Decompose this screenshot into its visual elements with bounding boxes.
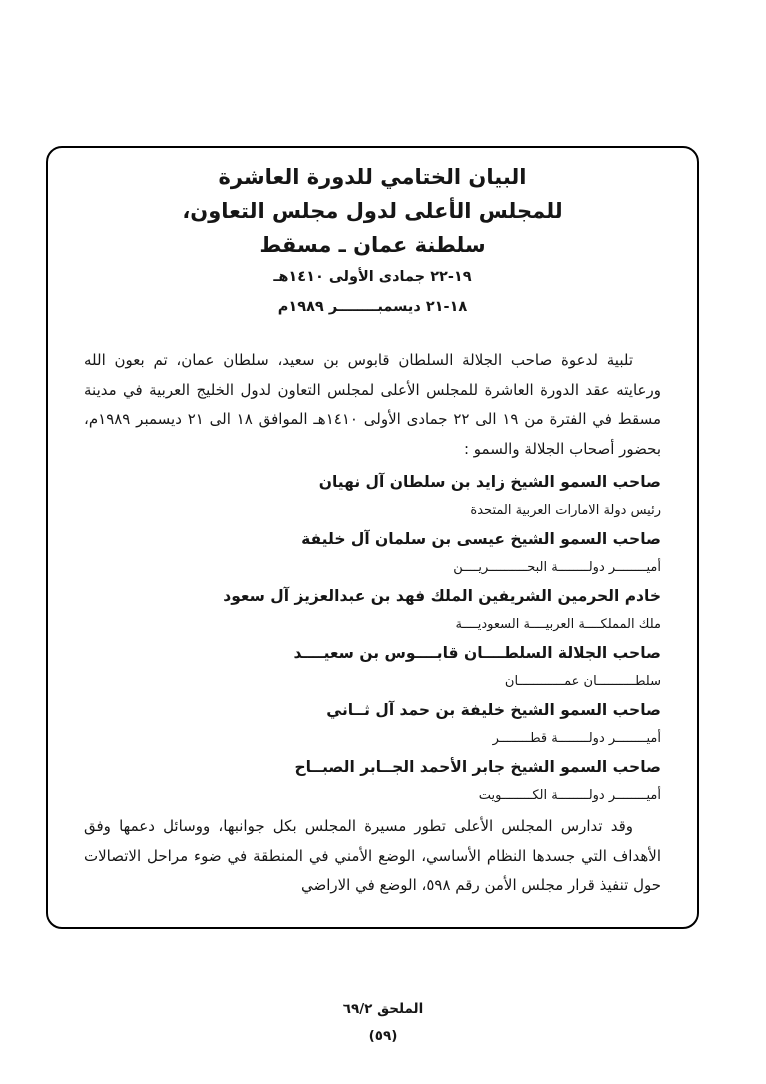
dignitary-title: أميــــــــر دولــــــــة قطــــــــر: [492, 731, 661, 746]
dignitary-entry-kuwait: [84, 753, 661, 810]
dignitary-name: صاحب السمو الشيخ عيسى بن سلمان آل خليفة: [301, 530, 661, 548]
dignitary-name: صاحب الجلالة السلطــــان قابــــوس بن سعيــــد: [293, 644, 661, 662]
dignitary-entry-saudi-arabia: [84, 582, 661, 639]
dignitary-entry-uae: [84, 468, 661, 525]
dignitary-entry-oman: [84, 639, 661, 696]
document-border-frame: [46, 146, 699, 929]
dignitaries-list: [84, 468, 661, 810]
document-title-line-3: سلطنة عمان ـ مسقط: [259, 233, 486, 257]
page-footer: [0, 996, 766, 1050]
dignitary-title: سلطــــــــــان عمــــــــــــان: [504, 674, 661, 689]
dignitary-entry-qatar: [84, 696, 661, 753]
page-number: (٥٩): [368, 1028, 398, 1044]
dignitary-name: صاحب السمو الشيخ خليفة بن حمد آل ثــاني: [326, 701, 661, 719]
dignitary-title: أميــــــــر دولــــــــة البحــــــــــريــــن: [453, 560, 661, 575]
appendix-reference: الملحق ٦٩/٢: [342, 1001, 424, 1017]
document-title-line-1: البيان الختامي للدورة العاشرة: [218, 165, 527, 189]
gregorian-date-line: ١٨-٢١ ديسمبــــــــر ١٩٨٩م: [277, 299, 468, 315]
intro-paragraph: تلبية لدعوة صاحب الجلالة السلطان قابوس بن سعيد، سلطان عمان، تم بعون الله ورعايته عقد الدورة العاشرة للمجلس الأعلى لمجلس التعاون لدول الخليج العربية في مدينة مسقط في الفترة من ١٩ الى ٢٢ جمادى الأولى ١٤١٠هـ الموافق ١٨ الى ٢١ ديسمبر ١٩٨٩م، بحضور أصحاب الجلالة والسمو :: [84, 351, 661, 458]
hijri-date-line: ١٩-٢٢ جمادى الأولى ١٤١٠هـ: [273, 269, 472, 285]
dignitary-entry-bahrain: [84, 525, 661, 582]
dignitary-name: صاحب السمو الشيخ جابر الأحمد الجــابر الصبــاح: [294, 758, 661, 776]
closing-paragraph: وقد تدارس المجلس الأعلى تطور مسيرة المجلس بكل جوانبها، ووسائل دعمها وفق الأهداف التي جسدها النظام الأساسي، الوضع الأمني في المنطقة في ضوء مراحل الاتصالات حول تنفيذ قرار مجلس الأمن رقم ٥٩٨، الوضع في الاراضي: [84, 817, 661, 894]
title-block: [84, 160, 661, 322]
dignitary-name: خادم الحرمين الشريفين الملك فهد بن عبدالعزيز آل سعود: [223, 587, 661, 605]
dignitary-title: رئيس دولة الامارات العربية المتحدة: [470, 503, 661, 518]
dignitary-title: أميــــــــر دولــــــــة الكــــــــويت: [478, 788, 661, 803]
dignitary-name: صاحب السمو الشيخ زايد بن سلطان آل نهيان: [318, 473, 661, 491]
document-title-line-2: للمجلس الأعلى لدول مجلس التعاون،: [182, 199, 563, 223]
dignitary-title: ملك المملكــــة العربيــــة السعوديــــة: [455, 617, 661, 632]
